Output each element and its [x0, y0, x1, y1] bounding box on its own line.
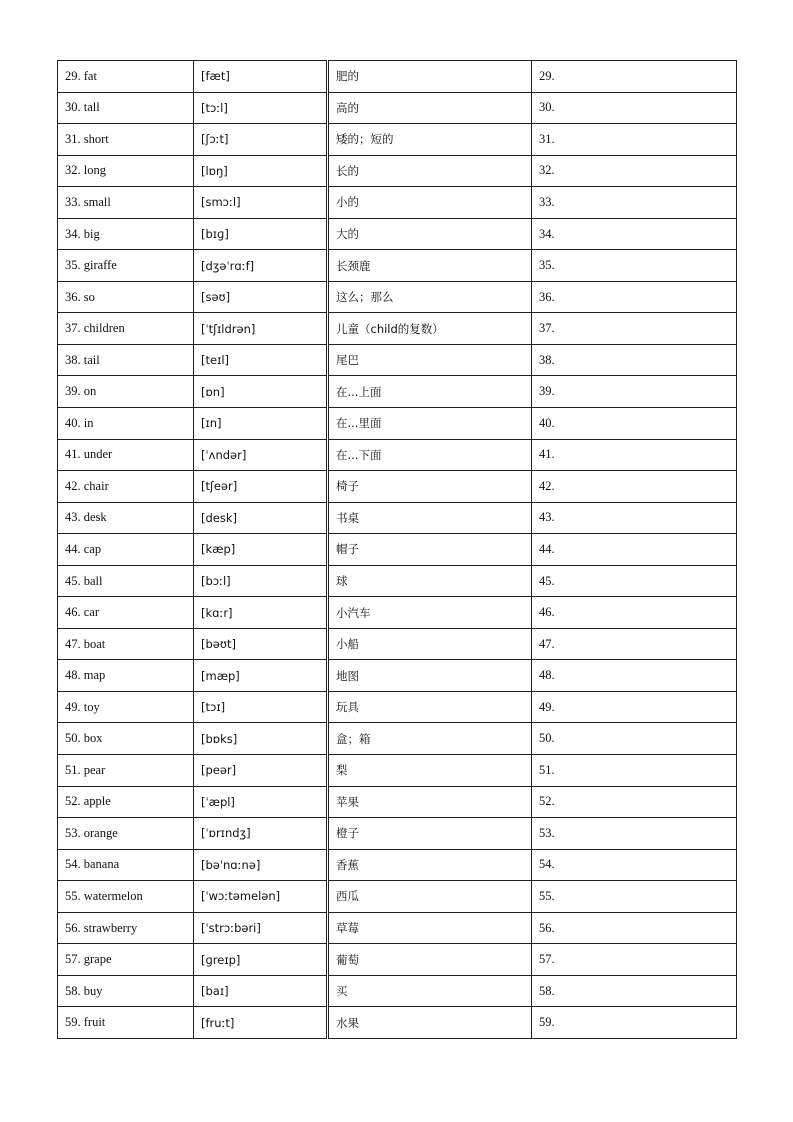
phonetic-cell: [dʒəˈrɑːf] [194, 250, 328, 282]
word-cell: 33. small [58, 187, 194, 219]
table-row [58, 881, 737, 913]
word-cell: 53. orange [58, 818, 194, 850]
phonetic-cell: [ˈɒrɪndʒ] [194, 818, 328, 850]
meaning-cell: 长颈鹿 [328, 250, 532, 282]
phonetic-cell: [tɔːl] [194, 92, 328, 124]
word-cell: 59. fruit [58, 1007, 194, 1039]
table-row [58, 723, 737, 755]
answer-blank-cell: 31. [532, 124, 737, 156]
meaning-cell: 水果 [328, 1007, 532, 1039]
word-cell: 35. giraffe [58, 250, 194, 282]
vocabulary-table-body [58, 61, 737, 1039]
meaning-cell: 长的 [328, 155, 532, 187]
table-row [58, 912, 737, 944]
word-cell: 41. under [58, 439, 194, 471]
meaning-cell: 买 [328, 975, 532, 1007]
word-cell: 30. tall [58, 92, 194, 124]
meaning-cell: 大的 [328, 218, 532, 250]
phonetic-cell: [ˈæpl] [194, 786, 328, 818]
table-row [58, 975, 737, 1007]
phonetic-cell: [mæp] [194, 660, 328, 692]
word-cell: 44. cap [58, 534, 194, 566]
answer-blank-cell: 30. [532, 92, 737, 124]
answer-blank-cell: 42. [532, 471, 737, 503]
phonetic-cell: [səʊ] [194, 281, 328, 313]
table-row [58, 944, 737, 976]
table-row [58, 597, 737, 629]
table-row [58, 786, 737, 818]
word-cell: 54. banana [58, 849, 194, 881]
word-cell: 37. children [58, 313, 194, 345]
phonetic-cell: [baɪ] [194, 975, 328, 1007]
word-cell: 52. apple [58, 786, 194, 818]
word-cell: 40. in [58, 408, 194, 440]
answer-blank-cell: 53. [532, 818, 737, 850]
word-cell: 51. pear [58, 755, 194, 787]
table-row [58, 691, 737, 723]
meaning-cell: 香蕉 [328, 849, 532, 881]
vocabulary-table [57, 60, 737, 1039]
meaning-cell: 梨 [328, 755, 532, 787]
phonetic-cell: [ɪn] [194, 408, 328, 440]
table-row [58, 124, 737, 156]
phonetic-cell: [ɡreɪp] [194, 944, 328, 976]
meaning-cell: 椅子 [328, 471, 532, 503]
phonetic-cell: [bəˈnɑːnə] [194, 849, 328, 881]
word-cell: 48. map [58, 660, 194, 692]
table-row [58, 281, 737, 313]
word-cell: 34. big [58, 218, 194, 250]
table-row [58, 502, 737, 534]
answer-blank-cell: 34. [532, 218, 737, 250]
phonetic-cell: [ˈwɔːtəmelən] [194, 881, 328, 913]
meaning-cell: 球 [328, 565, 532, 597]
word-cell: 57. grape [58, 944, 194, 976]
answer-blank-cell: 33. [532, 187, 737, 219]
answer-blank-cell: 44. [532, 534, 737, 566]
phonetic-cell: [fæt] [194, 61, 328, 93]
word-cell: 36. so [58, 281, 194, 313]
meaning-cell: 肥的 [328, 61, 532, 93]
word-cell: 32. long [58, 155, 194, 187]
answer-blank-cell: 48. [532, 660, 737, 692]
word-cell: 58. buy [58, 975, 194, 1007]
phonetic-cell: [kɑːr] [194, 597, 328, 629]
word-cell: 45. ball [58, 565, 194, 597]
meaning-cell: 草莓 [328, 912, 532, 944]
answer-blank-cell: 29. [532, 61, 737, 93]
meaning-cell: 盒；箱 [328, 723, 532, 755]
phonetic-cell: [desk] [194, 502, 328, 534]
phonetic-cell: [lɒŋ] [194, 155, 328, 187]
table-row [58, 471, 737, 503]
answer-blank-cell: 47. [532, 628, 737, 660]
answer-blank-cell: 56. [532, 912, 737, 944]
phonetic-cell: [fruːt] [194, 1007, 328, 1039]
phonetic-cell: [ɒn] [194, 376, 328, 408]
answer-blank-cell: 38. [532, 344, 737, 376]
answer-blank-cell: 32. [532, 155, 737, 187]
phonetic-cell: [smɔːl] [194, 187, 328, 219]
meaning-cell: 小船 [328, 628, 532, 660]
answer-blank-cell: 40. [532, 408, 737, 440]
answer-blank-cell: 45. [532, 565, 737, 597]
meaning-cell: 帽子 [328, 534, 532, 566]
answer-blank-cell: 37. [532, 313, 737, 345]
table-row [58, 376, 737, 408]
meaning-cell: 高的 [328, 92, 532, 124]
answer-blank-cell: 58. [532, 975, 737, 1007]
meaning-cell: 地图 [328, 660, 532, 692]
table-row [58, 155, 737, 187]
answer-blank-cell: 39. [532, 376, 737, 408]
answer-blank-cell: 49. [532, 691, 737, 723]
table-row [58, 439, 737, 471]
table-row [58, 313, 737, 345]
table-row [58, 818, 737, 850]
meaning-cell: 矮的；短的 [328, 124, 532, 156]
phonetic-cell: [peər] [194, 755, 328, 787]
word-cell: 43. desk [58, 502, 194, 534]
meaning-cell: 小汽车 [328, 597, 532, 629]
answer-blank-cell: 55. [532, 881, 737, 913]
phonetic-cell: [bɔːl] [194, 565, 328, 597]
phonetic-cell: [bəʊt] [194, 628, 328, 660]
table-row [58, 187, 737, 219]
phonetic-cell: [ˈtʃɪldrən] [194, 313, 328, 345]
word-cell: 38. tail [58, 344, 194, 376]
table-row [58, 660, 737, 692]
table-row [58, 92, 737, 124]
meaning-cell: 在...下面 [328, 439, 532, 471]
meaning-cell: 在...上面 [328, 376, 532, 408]
answer-blank-cell: 54. [532, 849, 737, 881]
table-row [58, 628, 737, 660]
meaning-cell: 小的 [328, 187, 532, 219]
meaning-cell: 儿童（child的复数） [328, 313, 532, 345]
table-row [58, 565, 737, 597]
table-row [58, 344, 737, 376]
word-cell: 39. on [58, 376, 194, 408]
meaning-cell: 书桌 [328, 502, 532, 534]
word-cell: 29. fat [58, 61, 194, 93]
word-cell: 46. car [58, 597, 194, 629]
table-row [58, 534, 737, 566]
meaning-cell: 橙子 [328, 818, 532, 850]
answer-blank-cell: 57. [532, 944, 737, 976]
phonetic-cell: [kæp] [194, 534, 328, 566]
phonetic-cell: [teɪl] [194, 344, 328, 376]
answer-blank-cell: 52. [532, 786, 737, 818]
meaning-cell: 这么；那么 [328, 281, 532, 313]
table-row [58, 755, 737, 787]
word-cell: 55. watermelon [58, 881, 194, 913]
word-cell: 47. boat [58, 628, 194, 660]
meaning-cell: 在...里面 [328, 408, 532, 440]
meaning-cell: 葡萄 [328, 944, 532, 976]
phonetic-cell: [ˈʌndər] [194, 439, 328, 471]
meaning-cell: 苹果 [328, 786, 532, 818]
answer-blank-cell: 51. [532, 755, 737, 787]
word-cell: 31. short [58, 124, 194, 156]
meaning-cell: 尾巴 [328, 344, 532, 376]
answer-blank-cell: 35. [532, 250, 737, 282]
answer-blank-cell: 41. [532, 439, 737, 471]
answer-blank-cell: 59. [532, 1007, 737, 1039]
word-cell: 50. box [58, 723, 194, 755]
answer-blank-cell: 36. [532, 281, 737, 313]
table-row [58, 849, 737, 881]
phonetic-cell: [bɪɡ] [194, 218, 328, 250]
answer-blank-cell: 50. [532, 723, 737, 755]
phonetic-cell: [tʃeər] [194, 471, 328, 503]
meaning-cell: 西瓜 [328, 881, 532, 913]
phonetic-cell: [tɔɪ] [194, 691, 328, 723]
answer-blank-cell: 46. [532, 597, 737, 629]
word-cell: 42. chair [58, 471, 194, 503]
word-cell: 56. strawberry [58, 912, 194, 944]
phonetic-cell: [ʃɔːt] [194, 124, 328, 156]
answer-blank-cell: 43. [532, 502, 737, 534]
meaning-cell: 玩具 [328, 691, 532, 723]
table-row [58, 218, 737, 250]
word-cell: 49. toy [58, 691, 194, 723]
phonetic-cell: [bɒks] [194, 723, 328, 755]
phonetic-cell: [ˈstrɔːbəri] [194, 912, 328, 944]
table-row [58, 408, 737, 440]
table-row [58, 61, 737, 93]
table-row [58, 250, 737, 282]
table-row [58, 1007, 737, 1039]
